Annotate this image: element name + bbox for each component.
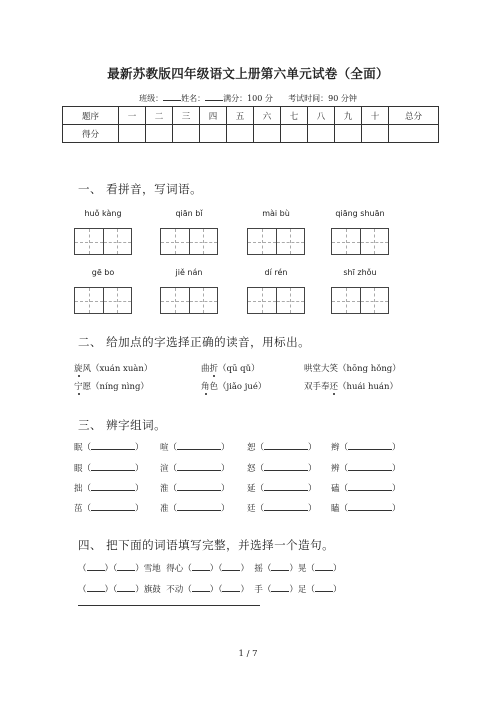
page-number: 1 / 7 [238, 649, 258, 659]
idiom-text: ） [240, 564, 249, 574]
answer-blank[interactable] [264, 462, 308, 471]
char: 茁 [74, 504, 83, 514]
table-cell: 二 [146, 107, 173, 125]
table-cell: 四 [200, 107, 227, 125]
item-text: 双手奉 [304, 382, 330, 392]
answer-blank[interactable] [91, 441, 135, 450]
idiom-text: ）（ [209, 585, 223, 595]
answer-blank[interactable] [348, 502, 392, 511]
pinyin-label: qiān bǐ [175, 209, 203, 218]
grid-cell[interactable] [104, 288, 132, 313]
score-cell[interactable] [200, 125, 227, 143]
grid-cell[interactable] [277, 288, 305, 313]
word-group-item[interactable]: 辫（ ） [331, 443, 401, 453]
char: 怒 [247, 464, 256, 474]
idiom-text: ） [332, 585, 342, 595]
class-blank[interactable] [163, 92, 181, 101]
writing-grid[interactable] [331, 287, 389, 314]
grid-cell[interactable] [190, 229, 218, 254]
idiom-text: ）雪地 [135, 564, 161, 574]
char: 渲 [160, 464, 169, 474]
idiom-text: 不动（ [166, 585, 192, 595]
table-cell: 八 [308, 107, 335, 125]
grid-cell[interactable] [361, 288, 389, 313]
dotted-char: 旋 [74, 364, 83, 374]
reading-item[interactable] [304, 362, 401, 374]
grid-cell[interactable] [190, 288, 218, 313]
answer-blank[interactable] [222, 562, 240, 571]
score-cell[interactable] [308, 125, 335, 143]
exam-time: 考试时间：90 分钟 [288, 94, 357, 103]
char: 延 [247, 484, 256, 494]
idiom-line [78, 562, 341, 574]
word-group-item[interactable]: 廷（ ） [247, 504, 317, 514]
answer-blank[interactable] [91, 482, 135, 491]
pinyin-label: dí rén [264, 268, 288, 277]
item-options: 愿（níng nìng） [82, 382, 149, 392]
writing-grid[interactable] [331, 228, 389, 255]
answer-blank[interactable] [271, 583, 289, 592]
dotted-char: 角 [201, 382, 210, 392]
word-group-item[interactable]: 恕（ ） [247, 443, 317, 453]
score-table-header [63, 107, 439, 125]
idiom-text: ）（ [104, 585, 118, 595]
word-group-item[interactable]: 辨（ ） [331, 464, 401, 474]
score-cell[interactable] [281, 125, 308, 143]
writing-grid[interactable] [74, 228, 132, 255]
grid-cell[interactable] [75, 229, 104, 254]
dotted-char: 宁 [74, 382, 83, 392]
answer-blank[interactable] [271, 562, 289, 571]
pinyin-label: huǒ kàng [84, 209, 122, 218]
idiom-text: ） [240, 585, 249, 595]
score-cell[interactable] [119, 125, 146, 143]
page-title: 最新苏教版四年级语文上册第六单元试卷（全面） [107, 66, 389, 81]
answer-blank[interactable] [117, 583, 135, 592]
answer-blank[interactable] [192, 562, 210, 571]
grid-cell[interactable] [361, 229, 389, 254]
exam-info-line [0, 92, 496, 104]
grid-cell[interactable] [332, 288, 361, 313]
score-cell[interactable] [254, 125, 281, 143]
word-group-item[interactable]: 淮（ ） [160, 484, 230, 494]
dotted-char: 折 [209, 364, 219, 374]
table-cell: 七 [281, 107, 308, 125]
writing-grid[interactable] [247, 287, 305, 314]
char: 磕 [331, 484, 340, 494]
idiom-text: 摇（ [254, 564, 272, 574]
answer-blank[interactable] [177, 502, 221, 511]
item-options: 风（xuán xuàn） [82, 364, 153, 374]
answer-blank[interactable] [91, 462, 135, 471]
score-row-label: 得分 [63, 125, 119, 143]
table-cell: 一 [119, 107, 146, 125]
pinyin-label: mài bù [262, 209, 290, 218]
answer-blank[interactable] [222, 583, 240, 592]
char: 淮 [160, 484, 169, 494]
idiom-text: 得心（ [166, 564, 192, 574]
idiom-text: ）旗鼓 [135, 585, 161, 595]
score-cell[interactable] [389, 125, 439, 143]
pinyin-label: qiāng shuān [335, 209, 385, 218]
answer-blank[interactable] [264, 441, 308, 450]
reading-item[interactable] [201, 362, 260, 374]
pinyin-label: jiě nán [175, 268, 203, 277]
table-cell: 十 [362, 107, 389, 125]
answer-blank[interactable] [87, 562, 105, 571]
char: 拙 [74, 484, 83, 494]
table-cell: 九 [335, 107, 362, 125]
score-cell[interactable] [362, 125, 389, 143]
idiom-text: ）（ [104, 564, 118, 574]
section3-heading: 三、 辨字组词。 [78, 418, 167, 432]
score-cell[interactable] [173, 125, 200, 143]
idiom-text: （ [78, 585, 87, 595]
word-group-item[interactable]: 怒（ ） [247, 464, 317, 474]
answer-blank[interactable] [91, 502, 135, 511]
char: 廷 [247, 504, 256, 514]
score-cell[interactable] [146, 125, 173, 143]
idiom-text: ）晃（ [289, 564, 315, 574]
answer-blank[interactable] [177, 462, 221, 471]
score-cell[interactable] [227, 125, 254, 143]
idiom-line [78, 583, 341, 595]
writing-grid[interactable] [247, 228, 305, 255]
answer-blank[interactable] [87, 583, 105, 592]
dotted-char: 还 [329, 382, 339, 392]
answer-blank[interactable] [348, 441, 392, 450]
grid-cell[interactable] [248, 229, 277, 254]
char: 喧 [160, 443, 169, 453]
full-score: 满分：100 分 [223, 94, 273, 103]
char: 瞌 [331, 504, 340, 514]
grid-cell[interactable] [161, 229, 190, 254]
item-options: hōng hǒng） [346, 364, 401, 374]
writing-grid[interactable] [160, 228, 218, 255]
char: 恕 [247, 443, 256, 453]
item-text: 哄堂大笑（ [304, 364, 347, 374]
section4-heading: 四、 把下面的词语填写完整，并选择一个造句。 [78, 538, 335, 552]
char: 眠 [74, 443, 83, 453]
pinyin-label: gē bo [91, 268, 115, 277]
reading-item[interactable] [74, 362, 152, 374]
answer-blank[interactable] [264, 502, 308, 511]
grid-cell[interactable] [75, 288, 104, 313]
sentence-answer-line[interactable] [78, 605, 260, 606]
reading-item[interactable] [201, 380, 266, 392]
word-group-item[interactable]: 瞌（ ） [331, 504, 401, 514]
answer-blank[interactable] [315, 583, 333, 592]
item-options: 色（jiǎo jué） [209, 382, 267, 392]
reading-item[interactable] [74, 380, 149, 392]
score-cell[interactable] [335, 125, 362, 143]
answer-blank[interactable] [177, 441, 221, 450]
grid-cell[interactable] [248, 288, 277, 313]
grid-cell[interactable] [161, 288, 190, 313]
reading-item[interactable] [304, 380, 398, 392]
pinyin-label: shī zhǒu [343, 268, 377, 277]
writing-grid[interactable] [160, 287, 218, 314]
idiom-text: ） [332, 564, 342, 574]
table-cell: 五 [227, 107, 254, 125]
word-group-item[interactable]: 磕（ ） [331, 484, 401, 494]
writing-grid[interactable] [74, 287, 132, 314]
score-table [62, 106, 439, 143]
table-cell: 题序 [63, 107, 119, 125]
word-group-item[interactable]: 喧（ ） [160, 443, 230, 453]
idiom-text: 手（ [254, 585, 272, 595]
char: 准 [160, 504, 169, 514]
char: 辫 [331, 443, 340, 453]
section1-heading: 一、 看拼音，写词语。 [78, 182, 203, 196]
idiom-text: ）足（ [289, 585, 315, 595]
word-group-item[interactable]: 延（ ） [247, 484, 317, 494]
item-options: （qū qǔ） [218, 364, 260, 374]
grid-cell[interactable] [104, 229, 132, 254]
grid-cell[interactable] [332, 229, 361, 254]
char: 眼 [74, 464, 83, 474]
idiom-text: （ [78, 564, 87, 574]
table-cell: 六 [254, 107, 281, 125]
answer-blank[interactable] [117, 562, 135, 571]
answer-blank[interactable] [264, 482, 308, 491]
answer-blank[interactable] [177, 482, 221, 491]
idiom-text: ）（ [209, 564, 223, 574]
word-group-item[interactable]: 渲（ ） [160, 464, 230, 474]
item-options: （huái huán） [338, 382, 398, 392]
char: 辨 [331, 464, 340, 474]
answer-blank[interactable] [348, 482, 392, 491]
answer-blank[interactable] [315, 562, 333, 571]
section2-heading: 二、 给加点的字选择正确的读音，用标出。 [78, 335, 311, 349]
name-label: 姓名： [181, 94, 206, 103]
answer-blank[interactable] [192, 583, 210, 592]
table-cell: 总分 [389, 107, 439, 125]
table-cell: 三 [173, 107, 200, 125]
word-group-item[interactable]: 准（ ） [160, 504, 230, 514]
score-row [63, 125, 439, 143]
answer-blank[interactable] [348, 462, 392, 471]
word-group-item[interactable]: 眼（ ） [74, 464, 144, 474]
word-group-item[interactable]: 拙（ ） [74, 484, 144, 494]
word-group-item[interactable]: 眠（ ） [74, 443, 144, 453]
name-blank[interactable] [205, 92, 223, 101]
class-label: 班级： [139, 94, 164, 103]
grid-cell[interactable] [277, 229, 305, 254]
item-text: 曲 [201, 364, 210, 374]
word-group-item[interactable]: 茁（ ） [74, 504, 144, 514]
